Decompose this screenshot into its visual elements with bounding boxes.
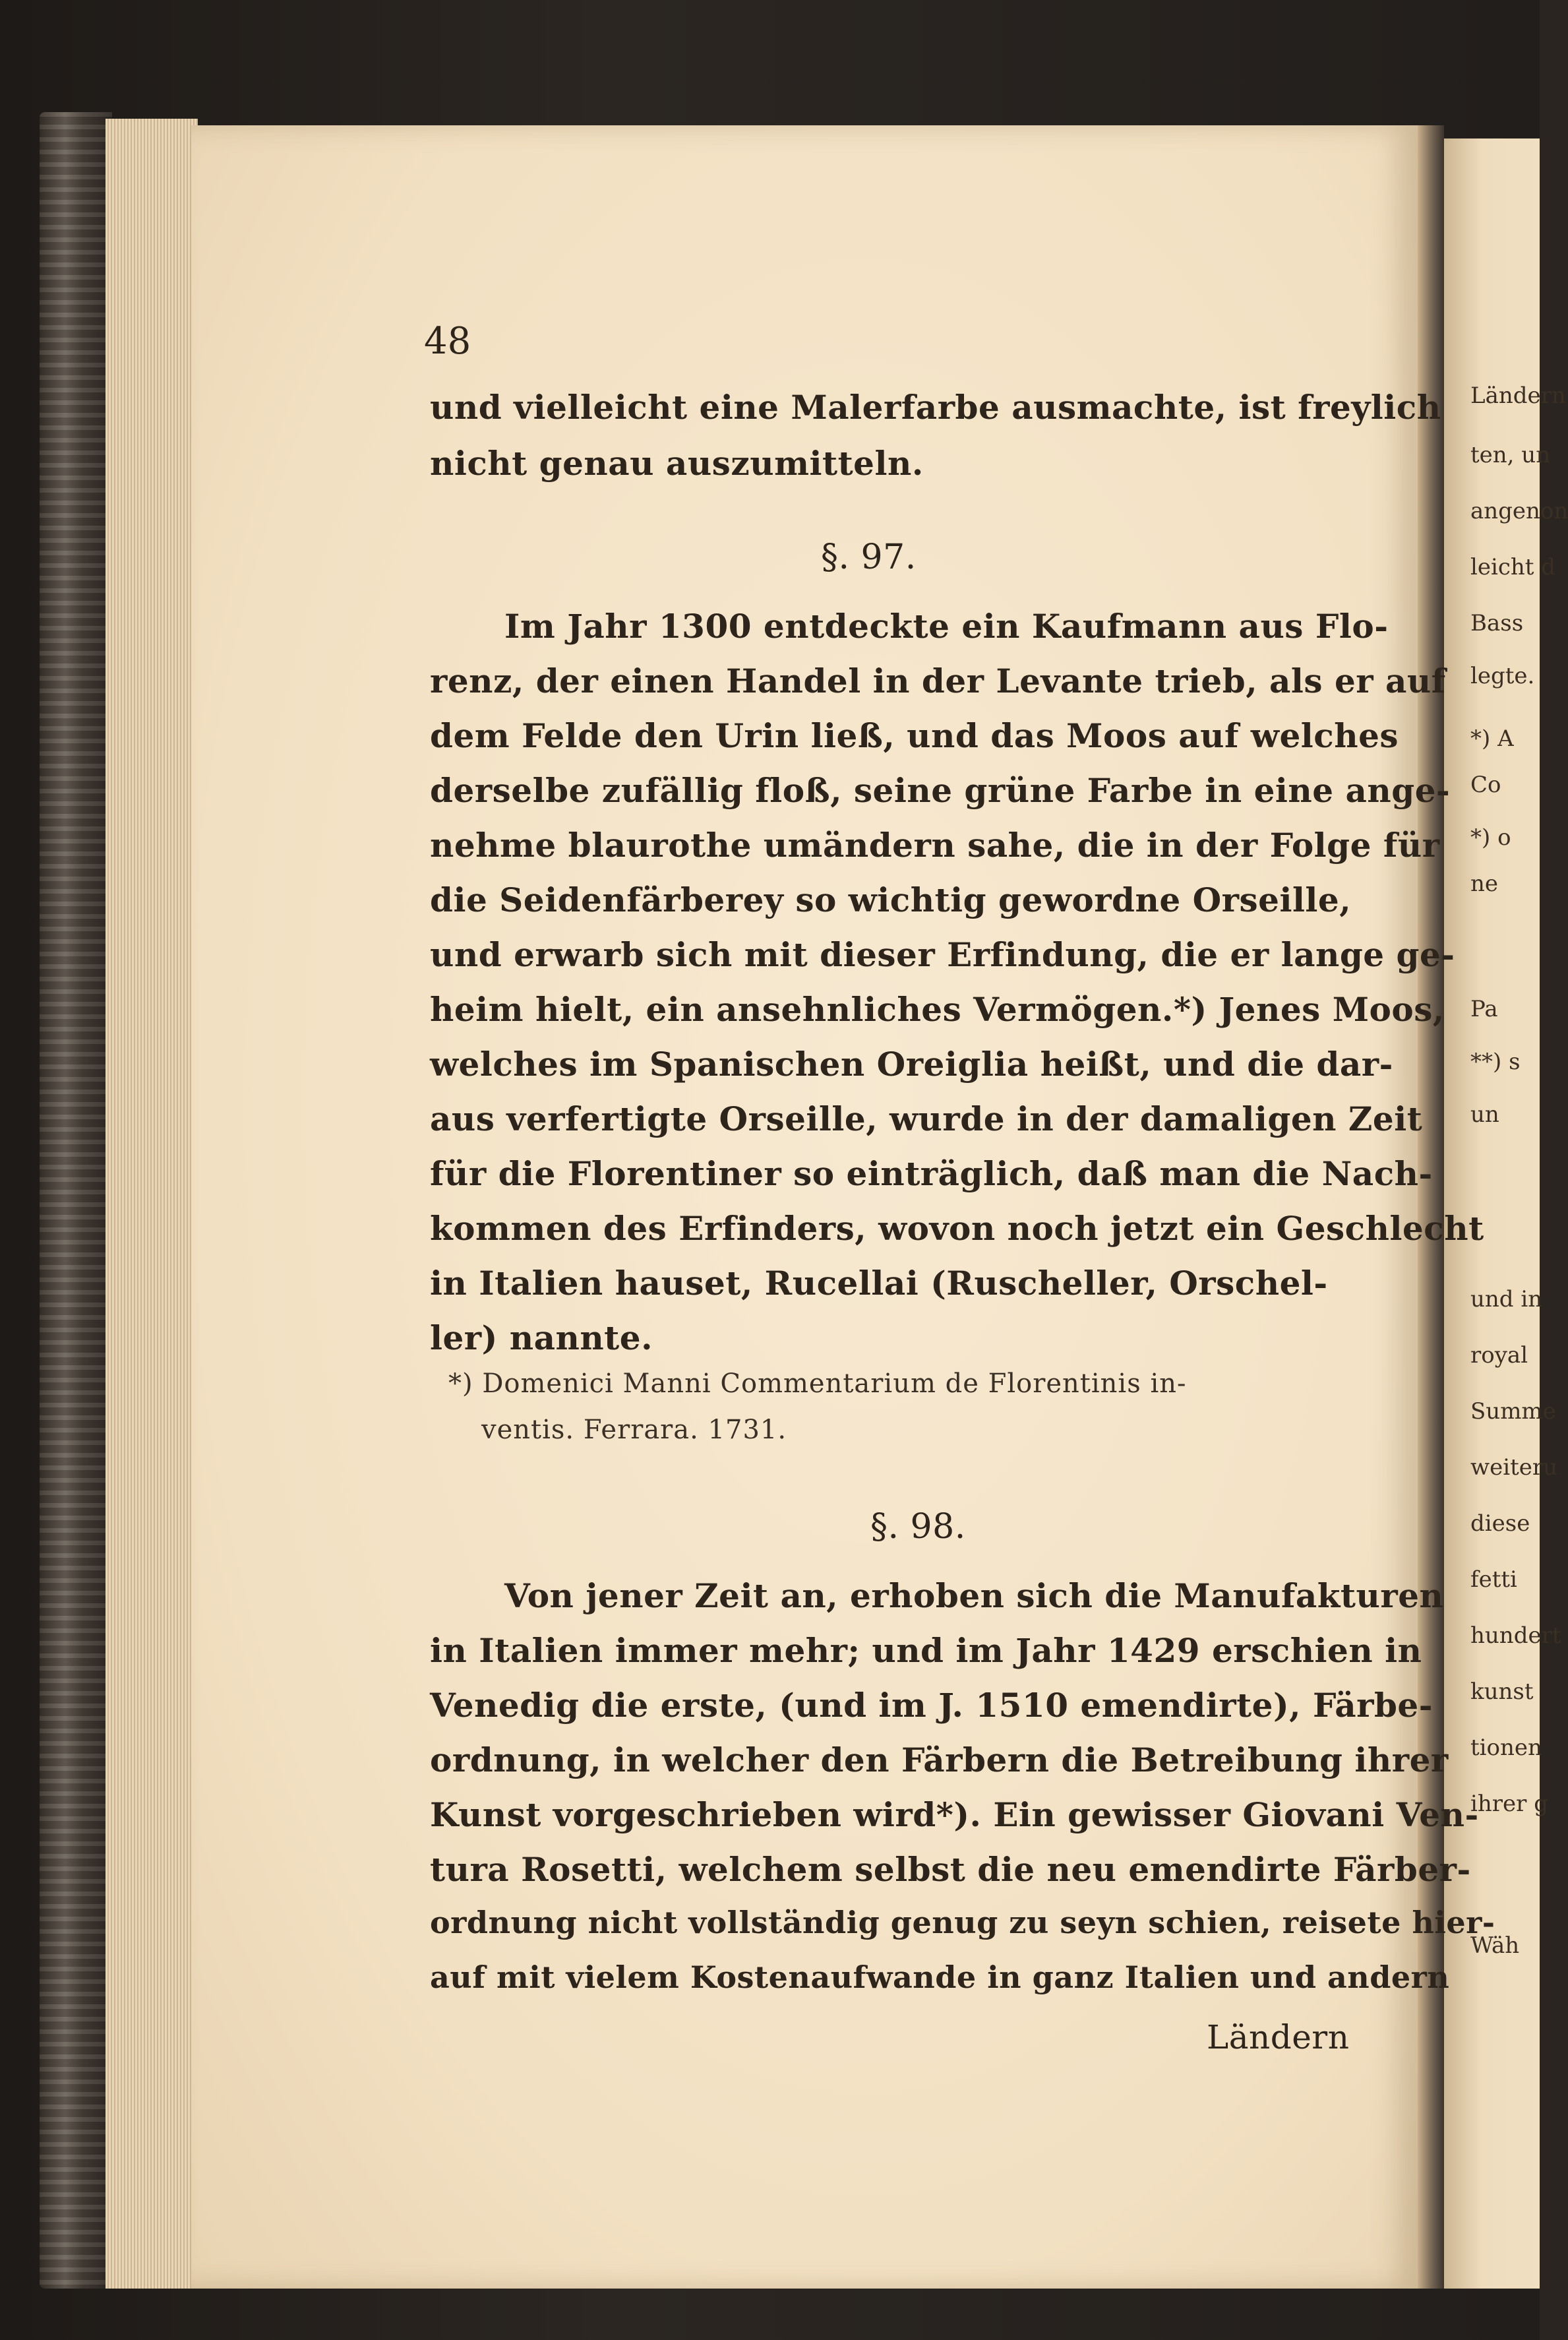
text-line: derselbe zufällig floß, seine grüne Farbe in eine ange- — [430, 771, 1451, 810]
facing-fragment: **) s — [1470, 1049, 1521, 1075]
text-line: Im Jahr 1300 entdeckte ein Kaufmann aus Flo- — [504, 607, 1389, 646]
facing-fragment: tionen — [1470, 1735, 1542, 1761]
facing-fragment: diese — [1470, 1510, 1530, 1537]
text-line: in Italien hauset, Rucellai (Ruscheller, Orschel- — [430, 1264, 1328, 1303]
text-line: für die Florentiner so einträglich, daß man die Nach- — [430, 1154, 1433, 1193]
facing-fragment: un — [1470, 1101, 1499, 1128]
catchword: Ländern — [1207, 2018, 1350, 2056]
facing-fragment: kunst — [1470, 1678, 1534, 1705]
footnote-line: *) Domenici Manni Commentarium de Florentinis in- — [448, 1369, 1187, 1399]
facing-fragment: hundert — [1470, 1622, 1561, 1649]
section-heading-98: §. 98. — [870, 1507, 966, 1547]
facing-fragment: leicht d — [1470, 554, 1556, 580]
text-line: heim hielt, ein ansehnliches Vermögen.*) Jenes Moos, — [430, 990, 1445, 1029]
facing-fragment: und in — [1470, 1286, 1543, 1312]
text-line: auf mit vielem Kostenaufwande in ganz Italien und andern — [430, 1959, 1450, 1995]
section-heading-97: §. 97. — [821, 538, 917, 577]
footnote-line: ventis. Ferrara. 1731. — [481, 1415, 787, 1445]
text-line: Von jener Zeit an, erhoben sich die Manufakturen — [504, 1576, 1444, 1615]
facing-fragment: *) A — [1470, 725, 1514, 752]
text-line: kommen des Erfinders, wovon noch jetzt ein Geschlecht — [430, 1209, 1484, 1248]
facing-fragment: Pa — [1470, 996, 1498, 1022]
facing-fragment: legte. — [1470, 663, 1535, 689]
text-line: Venedig die erste, (und im J. 1510 emendirte), Färbe- — [430, 1686, 1433, 1725]
text-line: dem Felde den Urin ließ, und das Moos auf welches — [430, 716, 1399, 755]
facing-fragment: Summe — [1470, 1398, 1556, 1425]
text-line: und erwarb sich mit dieser Erfindung, die er lange ge- — [430, 935, 1455, 974]
text-line: ordnung nicht vollständig genug zu seyn schien, reisete hier- — [430, 1905, 1495, 1940]
page-number: 48 — [424, 320, 471, 363]
text-line: aus verfertigte Orseille, wurde in der damaligen Zeit — [430, 1099, 1423, 1138]
facing-fragment: royal — [1470, 1342, 1528, 1369]
facing-fragment: ten, un — [1470, 442, 1551, 468]
text-line: in Italien immer mehr; und im Jahr 1429 erschien in — [430, 1631, 1422, 1670]
text-line: nehme blaurothe umändern sahe, die in der Folge für — [430, 826, 1440, 865]
text-line: welches im Spanischen Oreiglia heißt, und die dar- — [430, 1045, 1393, 1084]
text-line: die Seidenfärberey so wichtig gewordne Orseille, — [430, 880, 1352, 919]
facing-fragment: Co — [1470, 772, 1501, 798]
text-line: renz, der einen Handel in der Levante trieb, als er auf — [430, 662, 1446, 700]
text-line: nicht genau auszumitteln. — [430, 444, 924, 483]
text-line: tura Rosetti, welchem selbst die neu emendirte Färber- — [430, 1850, 1471, 1889]
text-line: ordnung, in welcher den Färbern die Betreibung ihrer — [430, 1740, 1449, 1779]
facing-fragment: angenon — [1470, 498, 1568, 524]
facing-fragment: fetti — [1470, 1566, 1517, 1593]
book-spine — [40, 112, 112, 2289]
page-edges — [106, 119, 198, 2289]
facing-fragment: Ländern — [1470, 383, 1566, 409]
text-line: Kunst vorgeschrieben wird*). Ein gewisser Giovani Ven- — [430, 1795, 1479, 1834]
facing-fragment: Bass — [1470, 610, 1524, 636]
facing-fragment: Wäh — [1470, 1932, 1520, 1959]
facing-fragment: *) o — [1470, 824, 1511, 851]
facing-fragment: weiteru — [1470, 1454, 1558, 1481]
facing-fragment: ihrer g — [1470, 1791, 1548, 1817]
text-line: ler) nannte. — [430, 1318, 653, 1357]
text-line: und vielleicht eine Malerfarbe ausmachte, ist freylich — [430, 388, 1441, 427]
facing-fragment: ne — [1470, 871, 1499, 897]
